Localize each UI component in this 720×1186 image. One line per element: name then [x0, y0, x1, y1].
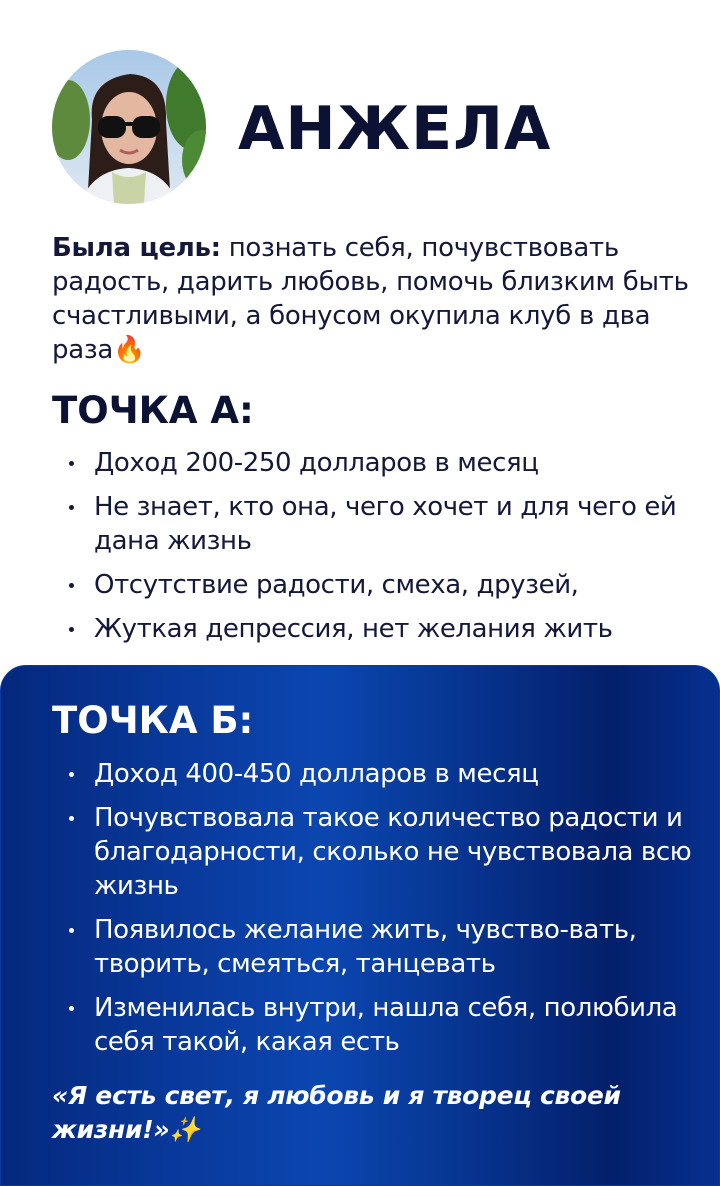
list-item-text: Не знает, кто она, чего хочет и для чего ей дана жизнь: [94, 492, 677, 556]
list-item-text: Отсутствие радости, смеха, друзей,: [94, 570, 579, 600]
person-name: АНЖЕЛА: [238, 94, 552, 164]
point-a-list: [52, 446, 712, 656]
list-item: [52, 612, 712, 646]
sparkles-icon: ✨: [169, 1115, 201, 1144]
goal-label: Была цель:: [52, 233, 221, 263]
point-b-list: [52, 757, 712, 1069]
fire-icon: 🔥: [113, 335, 146, 365]
bullet-icon: [69, 505, 74, 510]
bullet-icon: [69, 816, 74, 821]
list-item: [52, 913, 712, 981]
point-a-title: ТОЧКА А:: [52, 389, 254, 432]
avatar-photo: [52, 50, 206, 204]
list-item-text: Почувствовала такое количество радости и благодарности, сколько не чувствовала всю жизнь: [94, 803, 692, 901]
list-item: [52, 446, 712, 480]
list-item: [52, 757, 712, 791]
profile-header: [52, 50, 672, 206]
list-item-text: Доход 200-250 долларов в месяц: [94, 448, 539, 478]
bullet-icon: [69, 461, 74, 466]
bullet-icon: [69, 1006, 74, 1011]
avatar: [52, 50, 206, 204]
list-item-text: Появилось желание жить, чувство-вать, творить, смеяться, танцевать: [94, 915, 637, 979]
bullet-icon: [69, 583, 74, 588]
list-item-text: Жуткая депрессия, нет желания жить: [94, 614, 613, 644]
goal-text: познать себя, почувствовать радость, дарить любовь, помочь близким быть счастливыми, а бонусом окупила клуб в два раза: [52, 233, 689, 365]
bullet-icon: [69, 772, 74, 777]
bullet-icon: [69, 627, 74, 632]
list-item: [52, 991, 712, 1059]
list-item: [52, 490, 712, 558]
quote-text: «Я есть свет, я любовь и я творец своей жизни!»: [52, 1081, 621, 1144]
list-item: [52, 568, 712, 602]
list-item-text: Доход 400-450 долларов в месяц: [94, 759, 539, 789]
goal-paragraph: [52, 231, 692, 367]
bullet-icon: [69, 928, 74, 933]
list-item: [52, 801, 712, 903]
point-b-title: ТОЧКА Б:: [52, 699, 254, 742]
list-item-text: Изменилась внутри, нашла себя, полюбила себя такой, какая есть: [94, 993, 678, 1057]
testimonial-quote: [52, 1079, 692, 1147]
